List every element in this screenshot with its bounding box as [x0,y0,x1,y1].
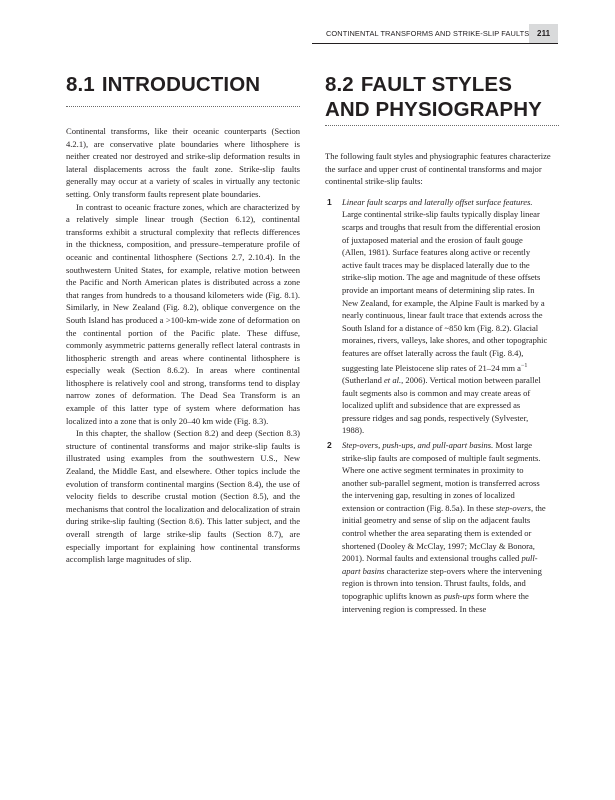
list-item-number: 2 [327,439,332,450]
paragraph-1: Continental transforms, like their oceanic counterparts (Section 4.2.1), are conservative plate boundaries where lithosphere is neither created nor destroyed and strike-slip deformation results in lateral displacements across the fault zone. Strike-slip faults generally may occur at a variety of scales in virtually any tectonic setting. Only transform faults represent plate boundaries. [66,126,300,199]
section-8-1-title: INTRODUCTION [101,73,261,96]
section-8-1-dotted-rule [66,106,300,107]
section-8-2-title-line1: FAULT STYLES [360,73,512,96]
list-item-body: , 2006). Vertical motion between parallel fault segments also is common and may create areas of localized uplift and subsidence that are expressed as pressure ridges and sag ponds, respectively (Sylvester, 1988). [342,374,541,436]
list-item-lead: Linear fault scarps and laterally offset surface features. [342,196,533,207]
paragraph-2: In contrast to oceanic fracture zones, which are characterized by a relatively simple linear trough (Section 6.12), continental transforms exhibit a structural complexity that reflects differences in the thickness, composition, and pressure–temperature profile of oceanic and continental lithosphere (Sections 2.7, 2.10.4). In the southwestern United States, for example, relative motion between the Pacific and North American plates is distributed across a zone that ranges from hundreds to a thousand kilometers wide (Fig. 8.1). Similarly, in New Zealand (Fig. 8.2), oblique convergence on the South Island has produced a >100-km-wide zone of deformation on the continental portion of the Pacific plate. These diffuse, commonly asymmetric patterns generally reflect lateral contrasts in lithospheric strength and areas where continental lithosphere is especially weak (Section 8.6.2). In areas where continental lithosphere is relatively cool and strong, transforms tend to display narrow zones of deformation. The Dead Sea Transform is an example of this latter type of system where deformation has localized into a zone that is only 20–40 km wide (Fig. 8.3). [66,201,300,426]
list-item-text [342,196,548,437]
left-column [66,72,300,566]
list-item-body: characterize step-overs where the intervening region is thrown into tension. Thrust faults, folds, and topographic uplifts known as [342,565,542,602]
list-item-body: (Sutherland [342,374,385,385]
running-head-rule [312,43,558,44]
list-item [325,196,559,437]
section-8-2-body [325,150,559,615]
section-8-2-heading [325,72,559,122]
section-8-2-number: 8.2 [325,73,354,96]
term-pull-apart-basins: pull-apart basins [342,553,538,576]
section-8-2-dotted-rule [325,125,559,126]
fault-styles-list [325,196,559,615]
term-push-ups: push-ups [443,591,475,602]
section-8-1-body [66,125,300,566]
list-item-lead: Step-overs, push-ups, and pull-apart basins. [342,439,494,450]
list-item-text [342,439,548,615]
section-8-1-heading [66,72,300,97]
section-8-2-intro: The following fault styles and physiographic features characterize the surface and upper crust of continental transforms and major continental strike-slip faults: [325,151,551,187]
section-8-1-number: 8.1 [66,73,95,96]
list-item-body: form where the intervening region is compressed. In these [342,591,529,614]
section-8-2-title-line2: AND PHYSIOGRAPHY [325,98,542,121]
list-item-body: Most large strike-slip faults are composed of multiple fault segments. Where one active segment terminates in proximity to another sub-parallel segment, motion is transferred across the intervening gap, resulting in zones of localized extension or contraction (Fig. 8.5a). In these [342,439,541,513]
et-al: et al. [384,374,402,385]
right-column [325,72,559,617]
list-item-number: 1 [327,196,332,207]
list-item-body: Large continental strike-slip faults typically display linear scarps and troughs that result from the differential erosion of juxtaposed material and the erosion of fault gouge (Allen, 1981). Surface features along active or recently active fault traces may be displaced laterally due to the strike-slip motion. The age and magnitude of these offsets provide an important means of determining slip rates. In New Zealand, for example, the Alpine Fault is marked by a nearly continuous, linear fault trace that extends across the South Island for a distance of ~850 km (Fig. 8.2). Glacial moraines, rivers, valleys, lake shores, and other topographic features are offset laterally across the fault (Fig. 8.4), suggesting late Pleistocene slip rates of 21–24 mm a [342,209,548,373]
running-head-title: CONTINENTAL TRANSFORMS AND STRIKE-SLIP FAULTS [326,29,530,38]
term-step-overs: step-overs [495,502,531,513]
running-head [312,24,558,43]
page-number: 211 [529,24,558,43]
superscript: −1 [520,362,528,369]
paragraph-3: In this chapter, the shallow (Section 8.2) and deep (Section 8.3) structure of continental transforms and major strike-slip faults is illustrated using examples from the southwestern U.S., New Zealand, the Middle East, and elsewhere. Other topics include the evolution of transform continental margins (Section 8.4), the use of velocity fields to describe crustal motion (Section 8.5), and the mechanisms that control the localization and delocalization of strain during strike-slip faulting (Section 8.6). This latter subject, and the overall strength of large strike-slip faults (Section 8.7), are especially important for explaining how continental transforms accomplish large magnitudes of slip. [66,428,300,565]
list-item [325,439,559,615]
list-item-body: , the initial geometry and sense of slip on the adjacent faults control whether the area separating them is extended or shortened (Dooley & McClay, 1997; McClay & Bonora, 2001). Normal faults and extensional troughs called [342,502,546,564]
